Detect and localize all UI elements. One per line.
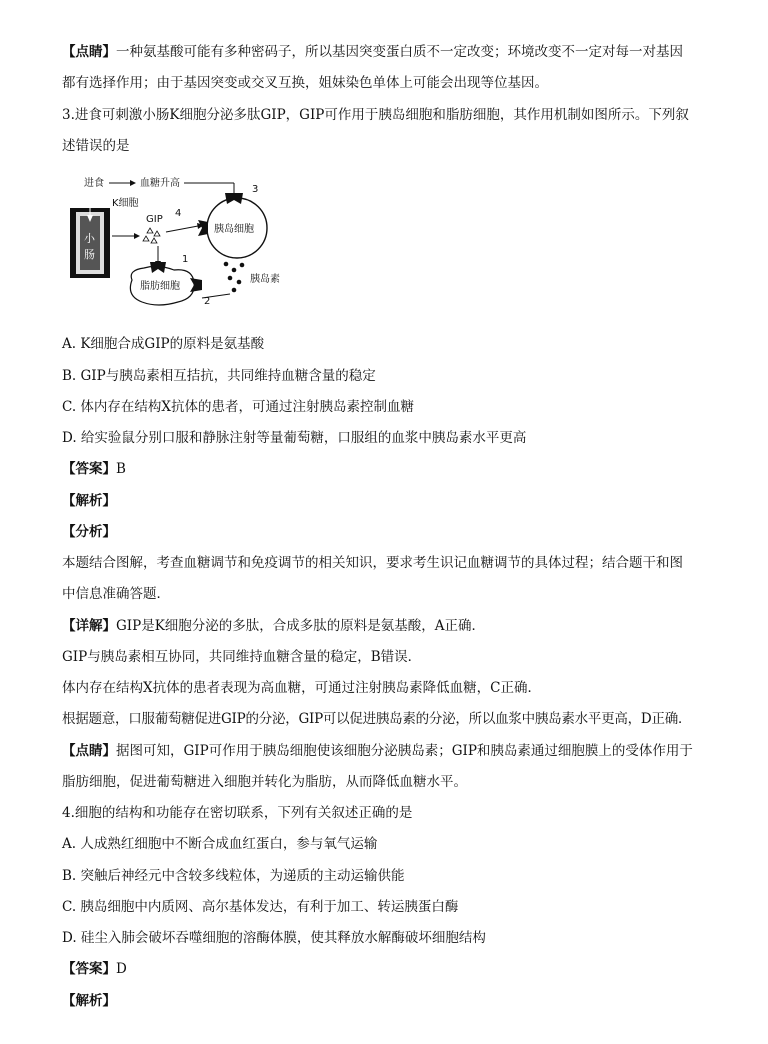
question-3-option-d: D. 给实验鼠分别口服和静脉注射等量葡萄糖，口服组的血浆中胰岛素水平更高 (62, 430, 527, 446)
fig-label-intestine-2: 肠 (84, 248, 95, 261)
question-4-option-b: B. 突触后神经元中含较多线粒体，为递质的主动运输供能 (62, 868, 405, 884)
question-3-option-b: B. GIP与胰岛素相互拮抗，共同维持血糖含量的稳定 (62, 368, 376, 384)
question-3-fenxi-line-2: 中信息准确答题． (62, 586, 170, 602)
question-3-note-line-2: 脂肪细胞，促进葡萄糖进入细胞并转化为脂肪，从而降低血糖水平。 (62, 774, 467, 790)
fig-label-blood-sugar-rise: 血糖升高 (140, 178, 180, 189)
question-3-note-line-1: 【点睛】据图可知，GIP可作用于胰岛细胞使该细胞分泌胰岛素；GIP和胰岛素通过细胞膜上的受体作用于 (62, 743, 693, 759)
insulin-granule (232, 288, 237, 293)
question-3-analysis-tag: 【解析】 (62, 493, 116, 509)
fig-label-k-cell: K细胞 (112, 198, 139, 209)
insulin-granule (240, 263, 245, 268)
arrow-head (134, 233, 140, 239)
insulin-granule (237, 280, 242, 285)
gip-mechanism-figure (62, 170, 302, 320)
question-4-option-c: C. 胰岛细胞中内质网、高尔基体发达，有利于加工、转运胰蛋白酶 (62, 899, 459, 915)
question-3-stem-line-2: 述错误的是 (62, 138, 130, 154)
question-3-option-a: A. K细胞合成GIP的原料是氨基酸 (62, 336, 265, 352)
question-3-fenxi-line-1: 本题结合图解，考查血糖调节和免疫调节的相关知识，要求考生识记血糖调节的具体过程；结合题干和图 (62, 555, 683, 571)
fig-label-intestine-1: 小 (84, 232, 95, 245)
fig-label-2: 2 (204, 296, 211, 307)
question-3-stem-line-1: 3.进食可刺激小肠K细胞分泌多肽GIP，GIP可作用于胰岛细胞和脂肪细胞，其作用机制如图所示。下列叙 (62, 107, 689, 123)
question-3-detail-line-3: 体内存在结构X抗体的患者表现为高血糖，可通过注射胰岛素降低血糖，C正确． (62, 680, 541, 696)
fig-label-insulin: 胰岛素 (250, 274, 280, 285)
fig-label-gip: GIP (146, 214, 163, 225)
question-3-detail-line-4: 根据题意，口服葡萄糖促进GIP的分泌，GIP可以促进胰岛素的分泌，所以血浆中胰岛素水平更高，D正确． (62, 711, 692, 727)
question-3-option-c: C. 体内存在结构X抗体的患者，可通过注射胰岛素控制血糖 (62, 399, 415, 415)
note-paragraph-line-2: 都有选择作用；由于基因突变或交叉互换，姐妹染色单体上可能会出现等位基因。 (62, 75, 548, 91)
fig-label-3: 3 (252, 184, 259, 195)
fig-label-islet-cell: 胰岛细胞 (214, 224, 254, 235)
fig-label-fat-cell: 脂肪细胞 (140, 281, 180, 292)
insulin-granule (228, 276, 233, 281)
fig-label-eat: 进食 (84, 178, 104, 189)
note-tag: 【点睛】 (62, 44, 116, 60)
question-4-analysis-tag: 【解析】 (62, 993, 116, 1009)
arrow-head (130, 180, 136, 186)
question-3-answer: 【答案】B (62, 461, 126, 477)
question-3-fenxi-tag: 【分析】 (62, 524, 116, 540)
question-4-answer: 【答案】D (62, 961, 127, 977)
fig-label-4: 4 (175, 208, 182, 219)
insulin-granule (232, 268, 237, 273)
question-3-detail-line-1: 【详解】GIP是K细胞分泌的多肽，合成多肽的原料是氨基酸，A正确． (62, 618, 486, 634)
gip-molecule (151, 238, 157, 243)
question-4-option-d: D. 硅尘入肺会破坏吞噬细胞的溶酶体膜，使其释放水解酶破坏细胞结构 (62, 930, 486, 946)
gip-molecule (154, 231, 160, 236)
question-4-stem: 4.细胞的结构和功能存在密切联系，下列有关叙述正确的是 (62, 805, 413, 821)
fig-label-1: 1 (182, 254, 189, 265)
insulin-granule (224, 262, 229, 267)
gip-molecule (147, 228, 153, 233)
note-paragraph-line-1: 【点睛】一种氨基酸可能有多种密码子，所以基因突变蛋白质不一定改变；环境改变不一定对每一对基因 (62, 44, 683, 60)
question-4-option-a: A. 人成熟红细胞中不断合成血红蛋白，参与氧气运输 (62, 836, 378, 852)
arrow-gip-to-islet (166, 226, 198, 232)
question-3-detail-line-2: GIP与胰岛素相互协同，共同维持血糖含量的稳定，B错误． (62, 649, 422, 665)
gip-molecule (143, 236, 149, 241)
